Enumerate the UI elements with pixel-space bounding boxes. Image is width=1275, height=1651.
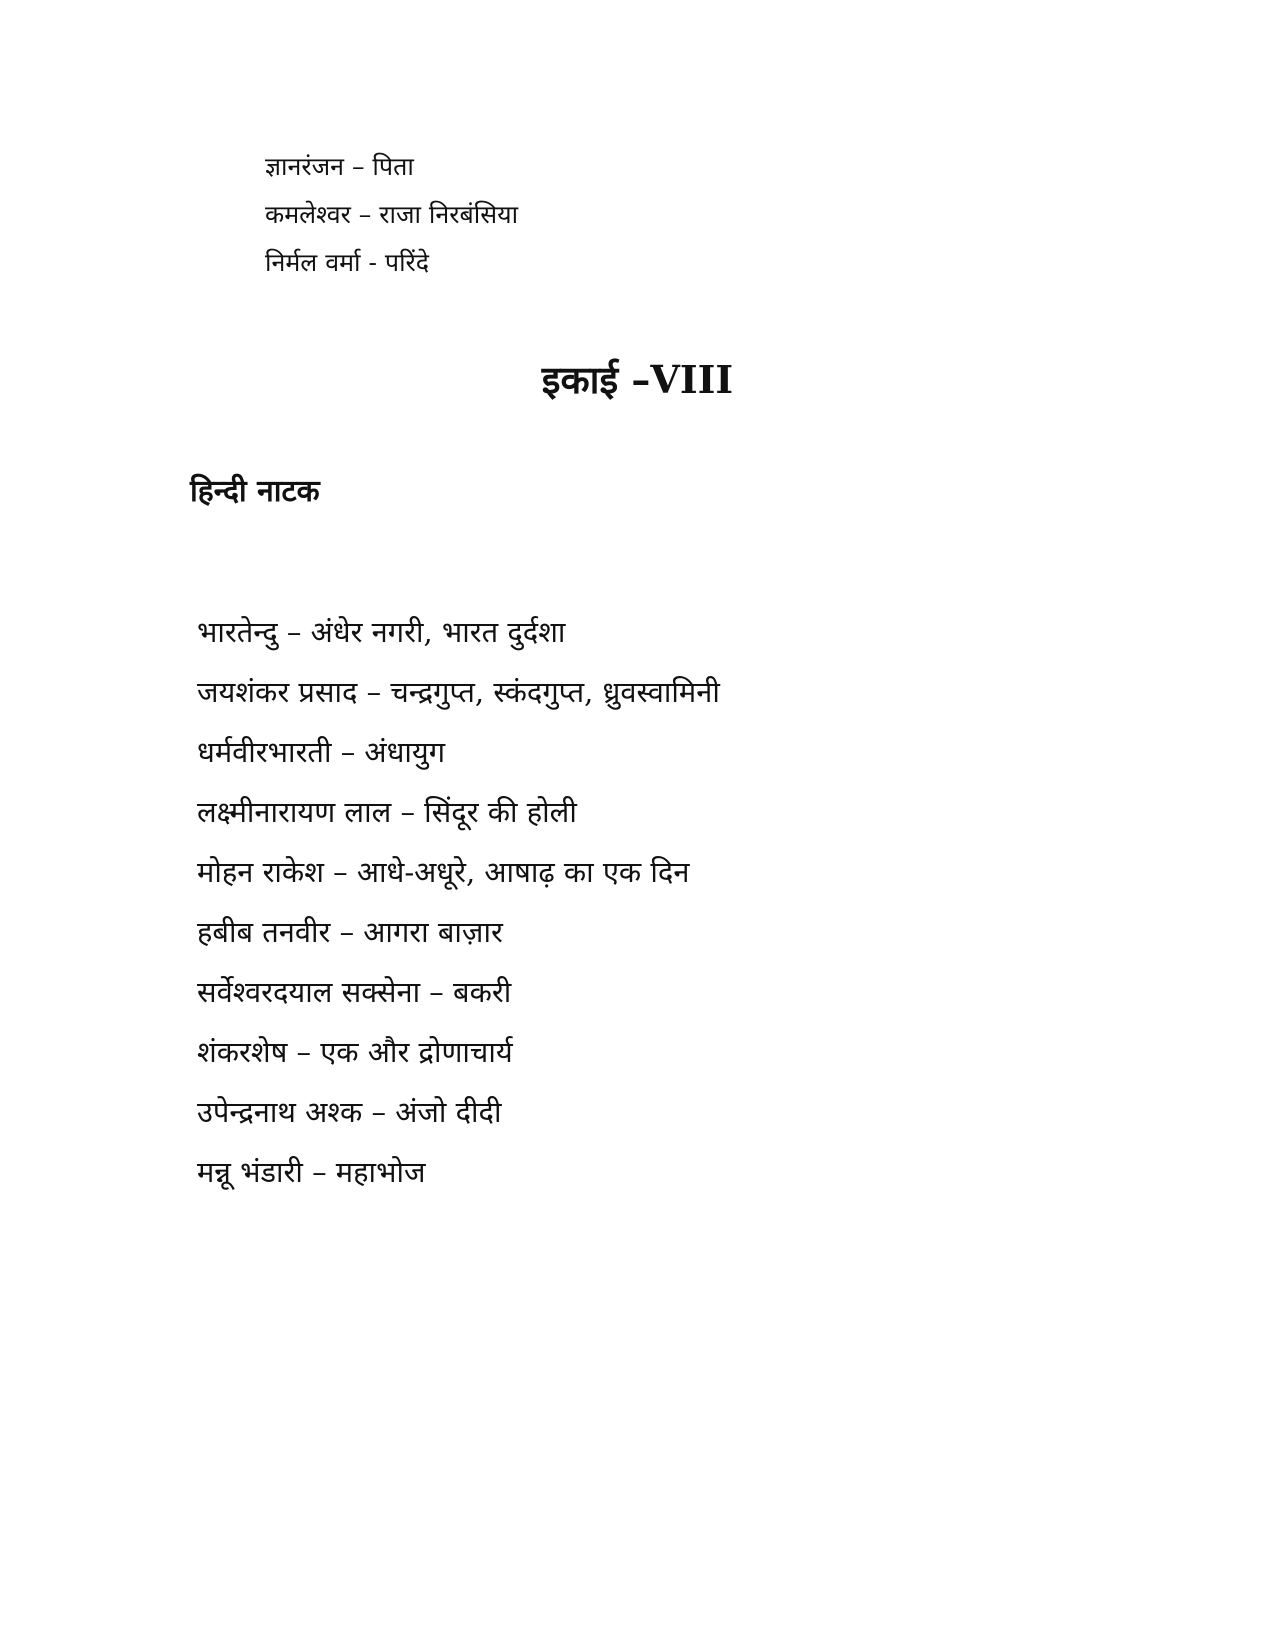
previous-unit-list	[265, 152, 965, 296]
list-item: धर्मवीरभारती – अंधायुग	[197, 735, 446, 769]
list-item: शंकरशेष – एक और द्रोणाचार्य	[197, 1035, 513, 1069]
list-item: लक्ष्मीनारायण लाल – सिंदूर की होली	[197, 795, 577, 829]
unit-heading: इकाई –VIII	[541, 357, 734, 402]
plays-list	[197, 614, 1097, 1214]
list-item: मन्नू भंडारी – महाभोज	[197, 1155, 426, 1189]
section-heading: हिन्दी नाटक	[190, 474, 320, 509]
list-item: हबीब तनवीर – आगरा बाज़ार	[197, 915, 503, 949]
list-item: भारतेन्दु – अंधेर नगरी, भारत दुर्दशा	[197, 615, 566, 649]
list-item: मोहन राकेश – आधे-अधूरे, आषाढ़ का एक दिन	[197, 855, 690, 889]
list-item: सर्वेश्वरदयाल सक्सेना – बकरी	[197, 975, 512, 1009]
list-item: उपेन्द्रनाथ अश्क – अंजो दीदी	[197, 1095, 502, 1129]
list-item: ज्ञानरंजन – पिता	[265, 152, 414, 181]
list-item: कमलेश्वर – राजा निरबंसिया	[265, 200, 519, 229]
list-item: निर्मल वर्मा - परिंदे	[265, 248, 430, 277]
list-item: जयशंकर प्रसाद – चन्द्रगुप्त, स्कंदगुप्त, ध्रुवस्वामिनी	[197, 675, 720, 709]
